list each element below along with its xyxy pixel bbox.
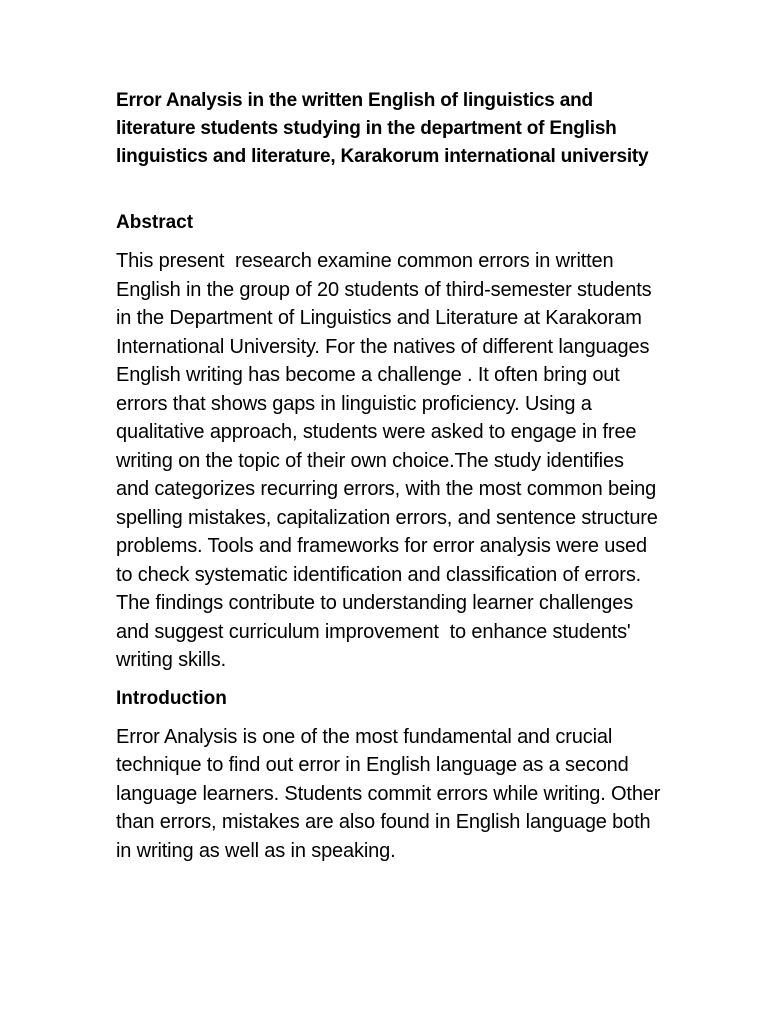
- introduction-heading: Introduction: [116, 687, 227, 709]
- introduction-paragraph: Error Analysis is one of the most fundamental and crucial technique to find out error in English language as a second language learners. Students commit errors while writing. Other than errors, mistakes are also found in English language both in writing as well as in speaking.: [116, 725, 661, 862]
- abstract-paragraph: This present research examine common errors in written English in the group of 20 students of third-semester students in the Department of Linguistics and Literature at Karakoram International University. For the natives of different languages English writing has become a challenge . It often bring out errors that shows gaps in linguistic proficiency. Using a qualitative approach, students were asked to engage in free writing on the topic of their own choice.The study identifies and categorizes recurring errors, with the most common being spelling mistakes, capitalization errors, and sentence structure problems. Tools and frameworks for error analysis were used to check systematic identification and classification of errors. The findings contribute to understanding learner challenges and suggest curriculum improvement to enhance students' writing skills.: [116, 250, 664, 671]
- document-title: Error Analysis in the written English of linguistics and literature students studying in the department of English linguistics and literature, Karakorum international university: [116, 90, 649, 168]
- document-page: [116, 87, 664, 865]
- abstract-heading: Abstract: [116, 212, 194, 233]
